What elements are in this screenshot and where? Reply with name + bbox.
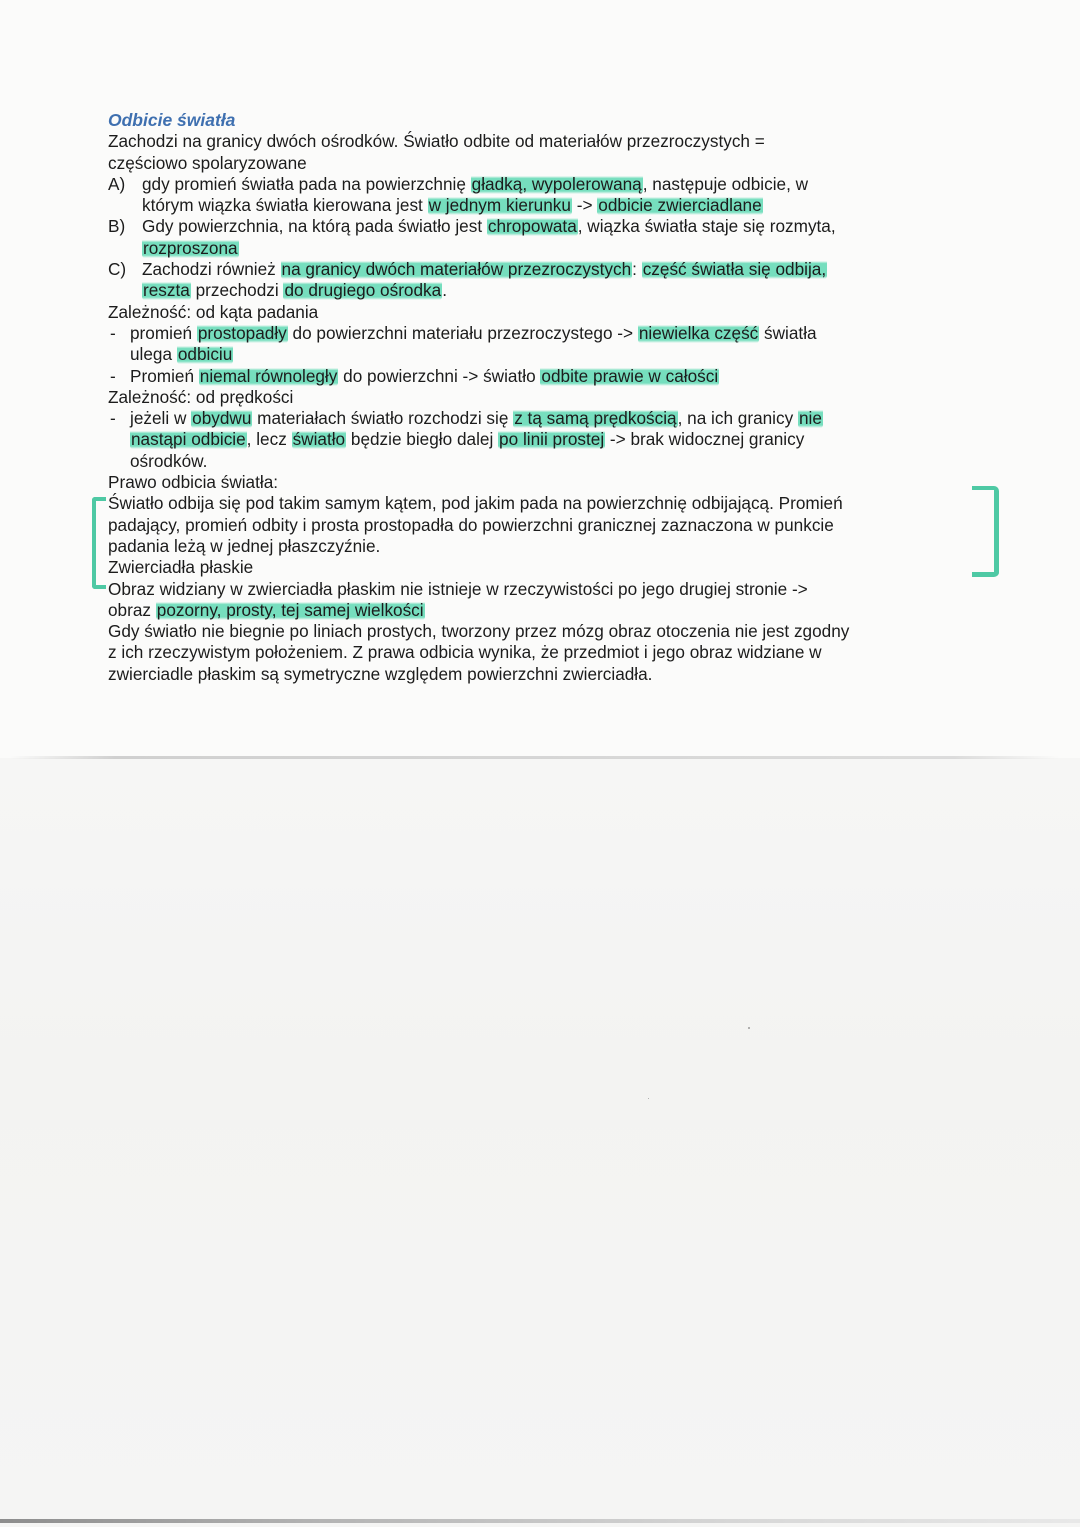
text-span: promień <box>130 322 197 343</box>
mirrors-line-2 <box>108 600 988 621</box>
text-span: -> <box>571 195 598 216</box>
text-span: będzie biegło dalej <box>346 429 499 450</box>
highlight: odbite prawie w całości <box>541 365 719 386</box>
paper-fold-line <box>10 756 1060 759</box>
text-span: , następuje odbicie, w <box>642 173 809 194</box>
mirrors-line-1: Obraz widziany w zwierciadła płaskim nie istnieje w rzeczywistości po jego drugiej stronie -> <box>108 578 808 599</box>
text-span: . <box>442 280 447 301</box>
highlight: na granicy dwóch materiałów przezroczystych <box>281 259 632 280</box>
highlight: po linii prostej <box>499 429 605 450</box>
item-a-label: A) <box>108 173 126 194</box>
highlight: światło <box>292 429 346 450</box>
text-span: przechodzi <box>190 280 284 301</box>
mirrors-line-5: zwierciadle płaskim są symetryczne względem powierzchni zwierciadła. <box>108 663 653 684</box>
item-c <box>108 259 988 302</box>
text-span: ośrodków. <box>130 450 208 471</box>
mirrors-line-3: Gdy światło nie biegnie po liniach prostych, tworzony przez mózg obraz otoczenia nie jest zgodny <box>108 621 850 642</box>
text-span: ulega <box>130 344 177 365</box>
highlight: prostopadły <box>197 322 287 343</box>
bullet-perpendicular <box>108 323 988 366</box>
text-span: Gdy powierzchnia, na którą pada światło jest <box>142 216 487 237</box>
text-span: jeżeli w <box>130 408 192 429</box>
text-span: do powierzchni materiału przezroczystego -> <box>287 322 638 343</box>
highlight: reszta <box>143 280 190 301</box>
highlight: odbicie zwierciadlane <box>598 195 762 216</box>
bullet-dash: - <box>110 408 116 429</box>
bullet-parallel <box>108 366 988 387</box>
highlight: chropowata <box>487 216 577 237</box>
paper-bottom-edge <box>0 1519 1080 1523</box>
notes-document <box>108 110 988 685</box>
bullet-dash: - <box>110 365 116 386</box>
bullet-same-speed <box>108 408 988 472</box>
highlight: obydwu <box>192 408 252 429</box>
paper-speck <box>748 1027 750 1029</box>
item-b-label: B) <box>108 216 126 237</box>
highlight: rozproszona <box>143 237 238 258</box>
highlight: gładką, wypolerowaną <box>471 173 642 194</box>
text-span: , lecz <box>246 429 292 450</box>
highlighter-bracket-left <box>92 497 106 589</box>
item-a <box>108 174 988 217</box>
text-span: Zachodzi również <box>142 259 281 280</box>
law-line-1: Światło odbija się pod takim samym kątem, pod jakim pada na powierzchnię odbijającą. Promień <box>108 493 843 514</box>
mirrors-line-4: z ich rzeczywistym położeniem. Z prawa odbicia wynika, że przedmiot i jego obraz widziane w <box>108 642 822 663</box>
section-title: Odbicie światła <box>108 110 236 130</box>
text-span: do powierzchni -> światło <box>338 365 541 386</box>
text-span: gdy promień światła pada na powierzchnię <box>142 173 471 194</box>
dependency-speed-heading: Zależność: od prędkości <box>108 386 294 407</box>
law-line-2: padający, promień odbity i prosta prostopadła do powierzchni granicznej zaznaczona w punkcie <box>108 514 834 535</box>
bullet-dash: - <box>110 322 116 343</box>
text-span: obraz <box>108 599 156 620</box>
highlight: niewielka część <box>638 322 759 343</box>
highlight: odbiciu <box>177 344 233 365</box>
text-span: materiałach światło rozchodzi się <box>252 408 514 429</box>
mirrors-heading: Zwierciadła płaskie <box>108 557 254 578</box>
intro-line-1: Zachodzi na granicy dwóch ośrodków. Światło odbite od materiałów przezroczystych = <box>108 131 765 152</box>
highlight: do drugiego ośrodka <box>284 280 442 301</box>
highlight: nie <box>798 408 822 429</box>
text-span: -> brak widocznej granicy <box>605 429 805 450</box>
text-span: światła <box>759 322 817 343</box>
lower-sheet-shading <box>0 758 1080 1527</box>
text-span: , wiązka światła staje się rozmyta, <box>577 216 836 237</box>
highlight: nastąpi odbicie <box>131 429 246 450</box>
highlight: w jednym kierunku <box>428 195 571 216</box>
text-span: , na ich granicy <box>677 408 798 429</box>
item-c-label: C) <box>108 259 127 280</box>
highlight: pozorny, prosty, tej samej wielkości <box>156 599 424 620</box>
law-line-3: padania leżą w jednej płaszczyźnie. <box>108 535 381 556</box>
law-heading: Prawo odbicia światła: <box>108 472 279 493</box>
highlight: z tą samą prędkością <box>514 408 677 429</box>
highlight: część światła się odbija, <box>642 259 827 280</box>
highlight: niemal równoległy <box>199 365 338 386</box>
text-span: : <box>632 259 642 280</box>
item-b <box>108 216 988 259</box>
text-span: którym wiązka światła kierowana jest <box>142 195 428 216</box>
dependency-angle-heading: Zależność: od kąta padania <box>108 301 319 322</box>
paper-speck <box>648 1098 649 1099</box>
text-span: Promień <box>130 365 199 386</box>
intro-line-2: częściowo spolaryzowane <box>108 152 307 173</box>
